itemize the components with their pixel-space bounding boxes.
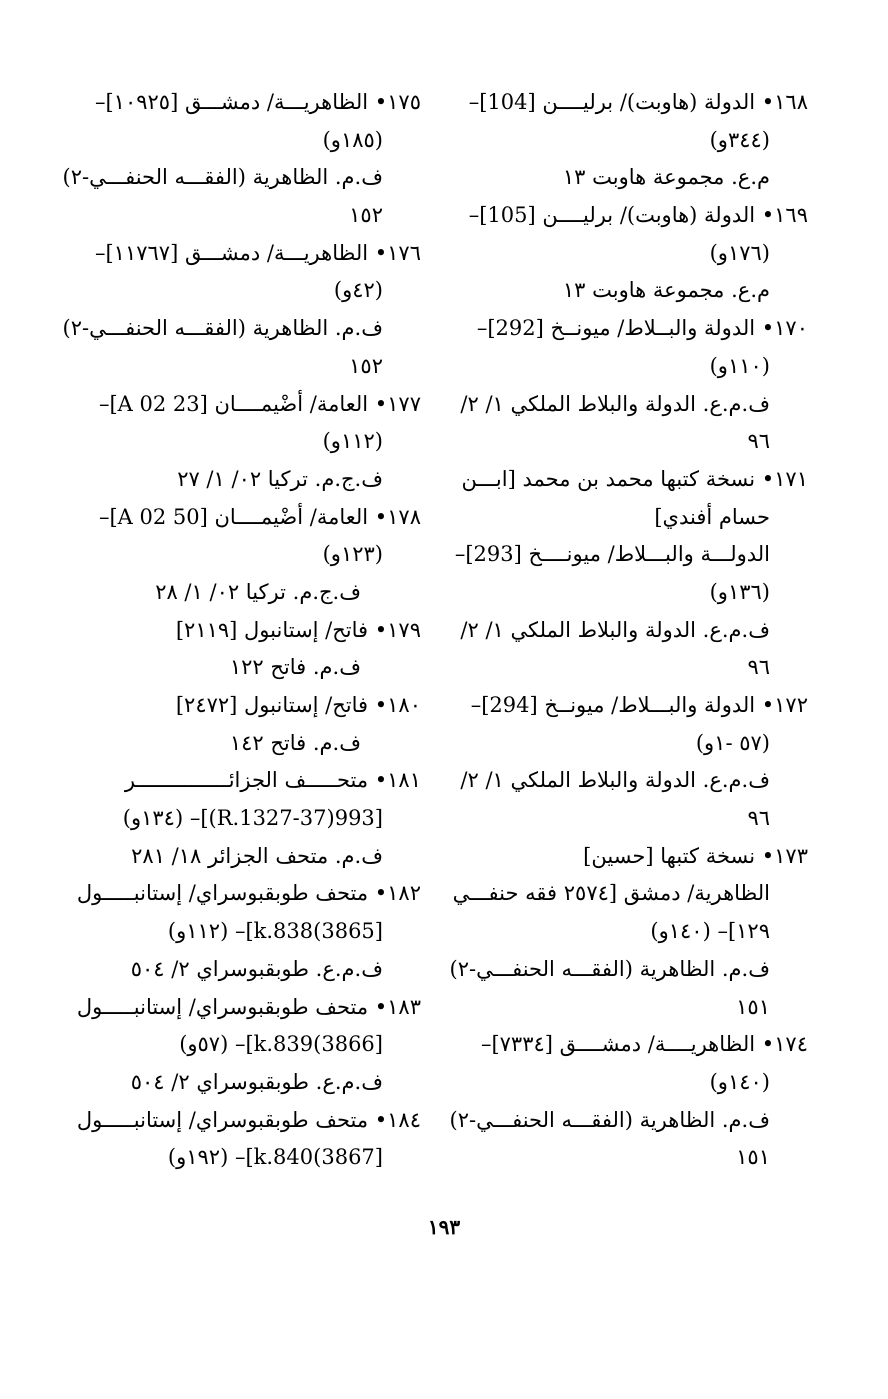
- page-number: ١٩٣: [427, 1215, 461, 1239]
- entry-detail-line: ف.ج.م. تركيا ٠٢/ ١/ ٢٧: [177, 466, 383, 491]
- entry-detail-line: ف.م. الظاهرية (الفقـــه الحنفـــي-٢): [449, 1107, 770, 1132]
- entry-detail-line: ف.م.ع. الدولة والبلاط الملكي ١/ ٢/: [460, 768, 770, 793]
- entry-detail-line: (١٢٣و): [322, 542, 383, 567]
- entry-detail-line: ف.م. الظاهرية (الفقـــه الحنفـــي-٢): [62, 316, 383, 341]
- entry-detail-line: حسام أفندي]: [654, 504, 770, 529]
- entry-heading-line: ١٨٠• فاتح/ إستانبول [٢٤٧٢]: [175, 693, 421, 717]
- entry-heading-line: ١٧٧• العامة/ أضْيمــــان [23 A 02]–: [98, 391, 421, 416]
- entry-detail-line: [993(37-R.1327)]– (١٣٤و): [122, 806, 383, 831]
- entry-detail-line: [3866)k.839]– (٥٧و): [179, 1032, 383, 1057]
- entry-detail-line: الظاهرية/ دمشق [٢٥٧٤ فقه حنفـــي: [452, 881, 770, 906]
- entry-detail-line: [3865)k.838]– (١١٢و): [167, 919, 383, 944]
- entry-heading-line: ١٨٤• متحف طوبقبوسراي/ إستانبـــــول: [76, 1107, 421, 1132]
- entry-detail-line: م.ع. مجموعة هاوبت ١٣: [562, 278, 770, 303]
- entry-detail-line: ف.م.ع. طوبقبوسراي ٢/ ٥٠٤: [130, 956, 383, 981]
- entry-detail-line: [3867)k.840]– (١٩٢و): [167, 1145, 383, 1170]
- entry-detail-line: ف.م.ع. طوبقبوسراي ٢/ ٥٠٤: [130, 1069, 383, 1094]
- entry-detail-line: ف.م. الظاهرية (الفقـــه الحنفـــي-٢): [62, 165, 383, 190]
- entry-heading-line: ١٧٤• الظاهريــــة/ دمشــــق [٧٣٣٤]–: [480, 1032, 808, 1057]
- entry-heading-line: ١٧٣• نسخة كتبها [حسين]: [583, 843, 808, 868]
- entry-detail-line: ف.ج.م. تركيا ٠٢/ ١/ ٢٨: [155, 579, 361, 604]
- entry-detail-line: ف.م. الظاهرية (الفقـــه الحنفـــي-٢): [449, 956, 770, 981]
- entry-detail-line: (١١٢و): [322, 429, 383, 454]
- entry-detail-line: ٩٦: [747, 429, 770, 454]
- entry-heading-line: ١٨١• متحـــــف الجزائـــــــــــــــر: [124, 768, 421, 793]
- entry-detail-line: ٩٦: [747, 806, 770, 831]
- entry-detail-line: ١٢٩]– (١٤٠و): [650, 919, 770, 944]
- entry-heading-line: ١٧١• نسخة كتبها محمد بن محمد [ابـــن: [461, 466, 808, 491]
- entry-detail-line: ف.م. فاتح ١٢٢: [229, 655, 361, 680]
- entry-detail-line: (٣٤٤و): [709, 127, 770, 152]
- entry-detail-line: (١٤٠و): [709, 1069, 770, 1094]
- entry-detail-line: م.ع. مجموعة هاوبت ١٣: [562, 165, 770, 190]
- entry-heading-line: ١٧٨• العامة/ أضْيمــــان [50 A 02]–: [98, 504, 421, 529]
- entry-detail-line: (١١٠و): [709, 353, 770, 378]
- entry-detail-line: (١٨٥و): [322, 127, 383, 152]
- entry-heading-line: ١٦٨• الدولة (هاوبت)/ برليــــن [104]–: [468, 90, 808, 114]
- entry-detail-line: ف.م. متحف الجزائر ١٨/ ٢٨١: [131, 843, 383, 868]
- entry-detail-line: ف.م.ع. الدولة والبلاط الملكي ١/ ٢/: [460, 391, 770, 416]
- entry-detail-line: ١٥٢: [349, 353, 383, 378]
- left-column: [62, 84, 421, 1177]
- entry-detail-line: (١٣٦و): [709, 579, 770, 604]
- entry-heading-line: ١٨٣• متحف طوبقبوسراي/ إستانبـــــول: [76, 994, 421, 1019]
- entry-detail-line: ١٥٢: [349, 203, 383, 228]
- entry-heading-line: ١٧٢• الدولة والبـــلاط/ ميونــخ [294]–: [470, 693, 808, 717]
- entry-heading-line: ١٧٥• الظاهريـــة/ دمشـــق [١٠٩٢٥]–: [94, 90, 421, 114]
- entry-detail-line: ١٥١: [736, 994, 770, 1019]
- entry-detail-line: (١٧٦و): [709, 240, 770, 265]
- entry-detail-line: ف.م. فاتح ١٤٢: [229, 730, 361, 755]
- entry-heading-line: ١٧٠• الدولة والبــلاط/ ميونــخ [292]–: [476, 316, 808, 341]
- entry-detail-line: ٩٦: [747, 655, 770, 680]
- entry-detail-line: (٥٧ -١و): [695, 730, 770, 755]
- entry-heading-line: ١٨٢• متحف طوبقبوسراي/ إستانبـــــول: [76, 881, 421, 906]
- entry-detail-line: الدولـــة والبـــلاط/ ميونــــخ [293]–: [454, 542, 770, 567]
- right-column: [449, 84, 808, 1177]
- entry-detail-line: ١٥١: [736, 1145, 770, 1170]
- entry-heading-line: ١٦٩• الدولة (هاوبت)/ برليــــن [105]–: [468, 203, 808, 228]
- entry-detail-line: ف.م.ع. الدولة والبلاط الملكي ١/ ٢/: [460, 617, 770, 642]
- entry-heading-line: ١٧٦• الظاهريـــة/ دمشـــق [١١٧٦٧]–: [94, 240, 421, 265]
- entry-detail-line: (٤٢و): [333, 278, 383, 303]
- entry-heading-line: ١٧٩• فاتح/ إستانبول [٢١١٩]: [175, 617, 421, 642]
